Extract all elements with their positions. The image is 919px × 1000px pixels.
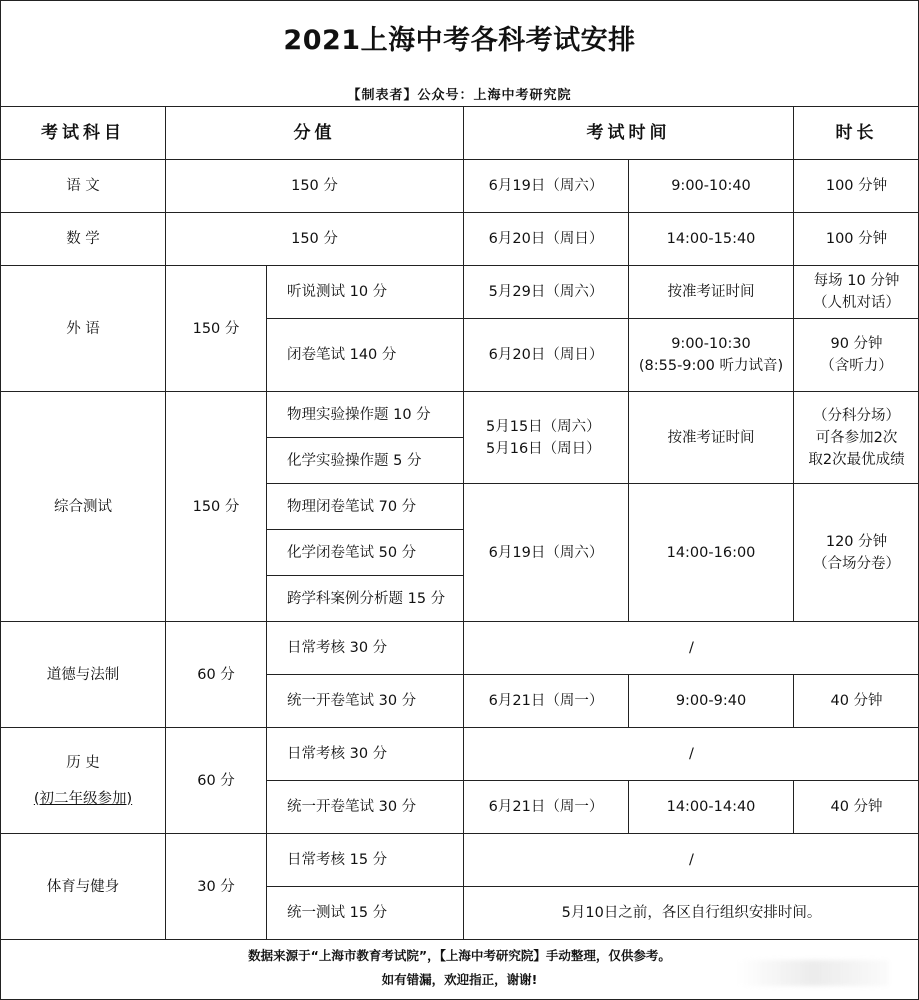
subject-note: (初二年级参加) bbox=[33, 790, 133, 807]
subject-cell: 数 学 bbox=[1, 213, 166, 266]
part-cell: 听说测试 10 分 bbox=[267, 266, 464, 319]
date-cell bbox=[464, 392, 629, 484]
date-cell: 6月21日（周一） bbox=[464, 675, 629, 728]
table-row bbox=[1, 622, 919, 675]
duration-cell: 40 分钟 bbox=[794, 781, 919, 834]
subject-cell bbox=[1, 728, 166, 834]
duration-cell bbox=[794, 392, 919, 484]
score-cell: 150 分 bbox=[166, 266, 267, 392]
subject-cell: 体育与健身 bbox=[1, 834, 166, 940]
duration-line: 每场 10 分钟 bbox=[813, 273, 900, 289]
table-row bbox=[1, 160, 919, 213]
header-score: 分值 bbox=[166, 107, 464, 160]
table-row bbox=[1, 392, 919, 438]
part-cell: 跨学科案例分析题 15 分 bbox=[267, 576, 464, 622]
subject-cell: 综合测试 bbox=[1, 392, 166, 622]
part-cell: 日常考核 15 分 bbox=[267, 834, 464, 887]
score-cell: 30 分 bbox=[166, 834, 267, 940]
header-subject: 考试科目 bbox=[1, 107, 166, 160]
subject-cell: 语 文 bbox=[1, 160, 166, 213]
time-cell: 9:00-9:40 bbox=[629, 675, 794, 728]
duration-line: （分科分场） bbox=[813, 407, 900, 424]
part-cell: 日常考核 30 分 bbox=[267, 728, 464, 781]
date-cell: 5月29日（周六） bbox=[464, 266, 629, 319]
page-title: 2021上海中考各科考试安排 bbox=[283, 25, 636, 56]
duration-line: （人机对话） bbox=[813, 295, 900, 311]
part-cell: 物理闭卷笔试 70 分 bbox=[267, 484, 464, 530]
time-cell: 14:00-14:40 bbox=[629, 781, 794, 834]
date-cell: 6月19日（周六） bbox=[464, 484, 629, 622]
date-cell: 6月19日（周六） bbox=[464, 160, 629, 213]
part-cell: 化学闭卷笔试 50 分 bbox=[267, 530, 464, 576]
duration-line: 取2次最优成绩 bbox=[808, 451, 905, 468]
time-line: (8:55-9:00 听力试音) bbox=[638, 358, 784, 374]
duration-cell bbox=[794, 319, 919, 392]
duration-line: 120 分钟 bbox=[825, 533, 888, 550]
duration-cell: 100 分钟 bbox=[794, 160, 919, 213]
score-cell: 150 分 bbox=[166, 160, 464, 213]
score-cell: 150 分 bbox=[166, 392, 267, 622]
part-cell: 统一测试 15 分 bbox=[267, 887, 464, 940]
part-cell: 化学实验操作题 5 分 bbox=[267, 438, 464, 484]
header-duration: 时长 bbox=[794, 107, 919, 160]
subject-name: 历 史 bbox=[66, 754, 100, 771]
duration-line: 90 分钟 bbox=[830, 336, 883, 352]
exam-schedule-table bbox=[0, 106, 919, 940]
time-cell bbox=[629, 319, 794, 392]
duration-cell: 100 分钟 bbox=[794, 213, 919, 266]
duration-line: 可各参加2次 bbox=[815, 429, 898, 446]
duration-line: （含听力） bbox=[820, 358, 893, 374]
table-row bbox=[1, 834, 919, 887]
part-cell: 闭卷笔试 140 分 bbox=[267, 319, 464, 392]
duration-cell: 40 分钟 bbox=[794, 675, 919, 728]
table-row bbox=[1, 728, 919, 781]
note-cell: / bbox=[464, 834, 919, 887]
time-line: 9:00-10:30 bbox=[671, 336, 751, 352]
time-cell: 9:00-10:40 bbox=[629, 160, 794, 213]
header-time: 考试时间 bbox=[464, 107, 794, 160]
duration-cell bbox=[794, 484, 919, 622]
date-line: 5月15日（周六） bbox=[486, 418, 601, 435]
subject-cell: 外 语 bbox=[1, 266, 166, 392]
watermark bbox=[739, 960, 889, 986]
part-cell: 日常考核 30 分 bbox=[267, 622, 464, 675]
part-cell: 物理实验操作题 10 分 bbox=[267, 392, 464, 438]
date-cell: 6月20日（周日） bbox=[464, 319, 629, 392]
time-cell: 按准考证时间 bbox=[629, 392, 794, 484]
header-row bbox=[1, 107, 919, 160]
maker-credit: 【制表者】公众号：上海中考研究院 bbox=[347, 88, 572, 103]
date-cell: 6月21日（周一） bbox=[464, 781, 629, 834]
footer-line: 数据来源于“上海市教育考试院”，【上海中考研究院】手动整理，仅供参考。 bbox=[248, 948, 671, 963]
note-cell: / bbox=[464, 728, 919, 781]
subject-cell: 道德与法制 bbox=[1, 622, 166, 728]
note-cell: / bbox=[464, 622, 919, 675]
time-cell: 14:00-16:00 bbox=[629, 484, 794, 622]
duration-line: （合场分卷） bbox=[813, 555, 900, 572]
footer-line: 如有错漏，欢迎指正，谢谢! bbox=[381, 972, 538, 987]
score-cell: 150 分 bbox=[166, 213, 464, 266]
date-cell: 6月20日（周日） bbox=[464, 213, 629, 266]
table-row bbox=[1, 266, 919, 319]
table-row bbox=[1, 213, 919, 266]
time-cell: 14:00-15:40 bbox=[629, 213, 794, 266]
date-line: 5月16日（周日） bbox=[486, 440, 601, 457]
time-cell: 按准考证时间 bbox=[629, 266, 794, 319]
score-cell: 60 分 bbox=[166, 622, 267, 728]
score-cell: 60 分 bbox=[166, 728, 267, 834]
duration-cell bbox=[794, 266, 919, 319]
note-cell: 5月10日之前，各区自行组织安排时间。 bbox=[464, 887, 919, 940]
part-cell: 统一开卷笔试 30 分 bbox=[267, 781, 464, 834]
part-cell: 统一开卷笔试 30 分 bbox=[267, 675, 464, 728]
